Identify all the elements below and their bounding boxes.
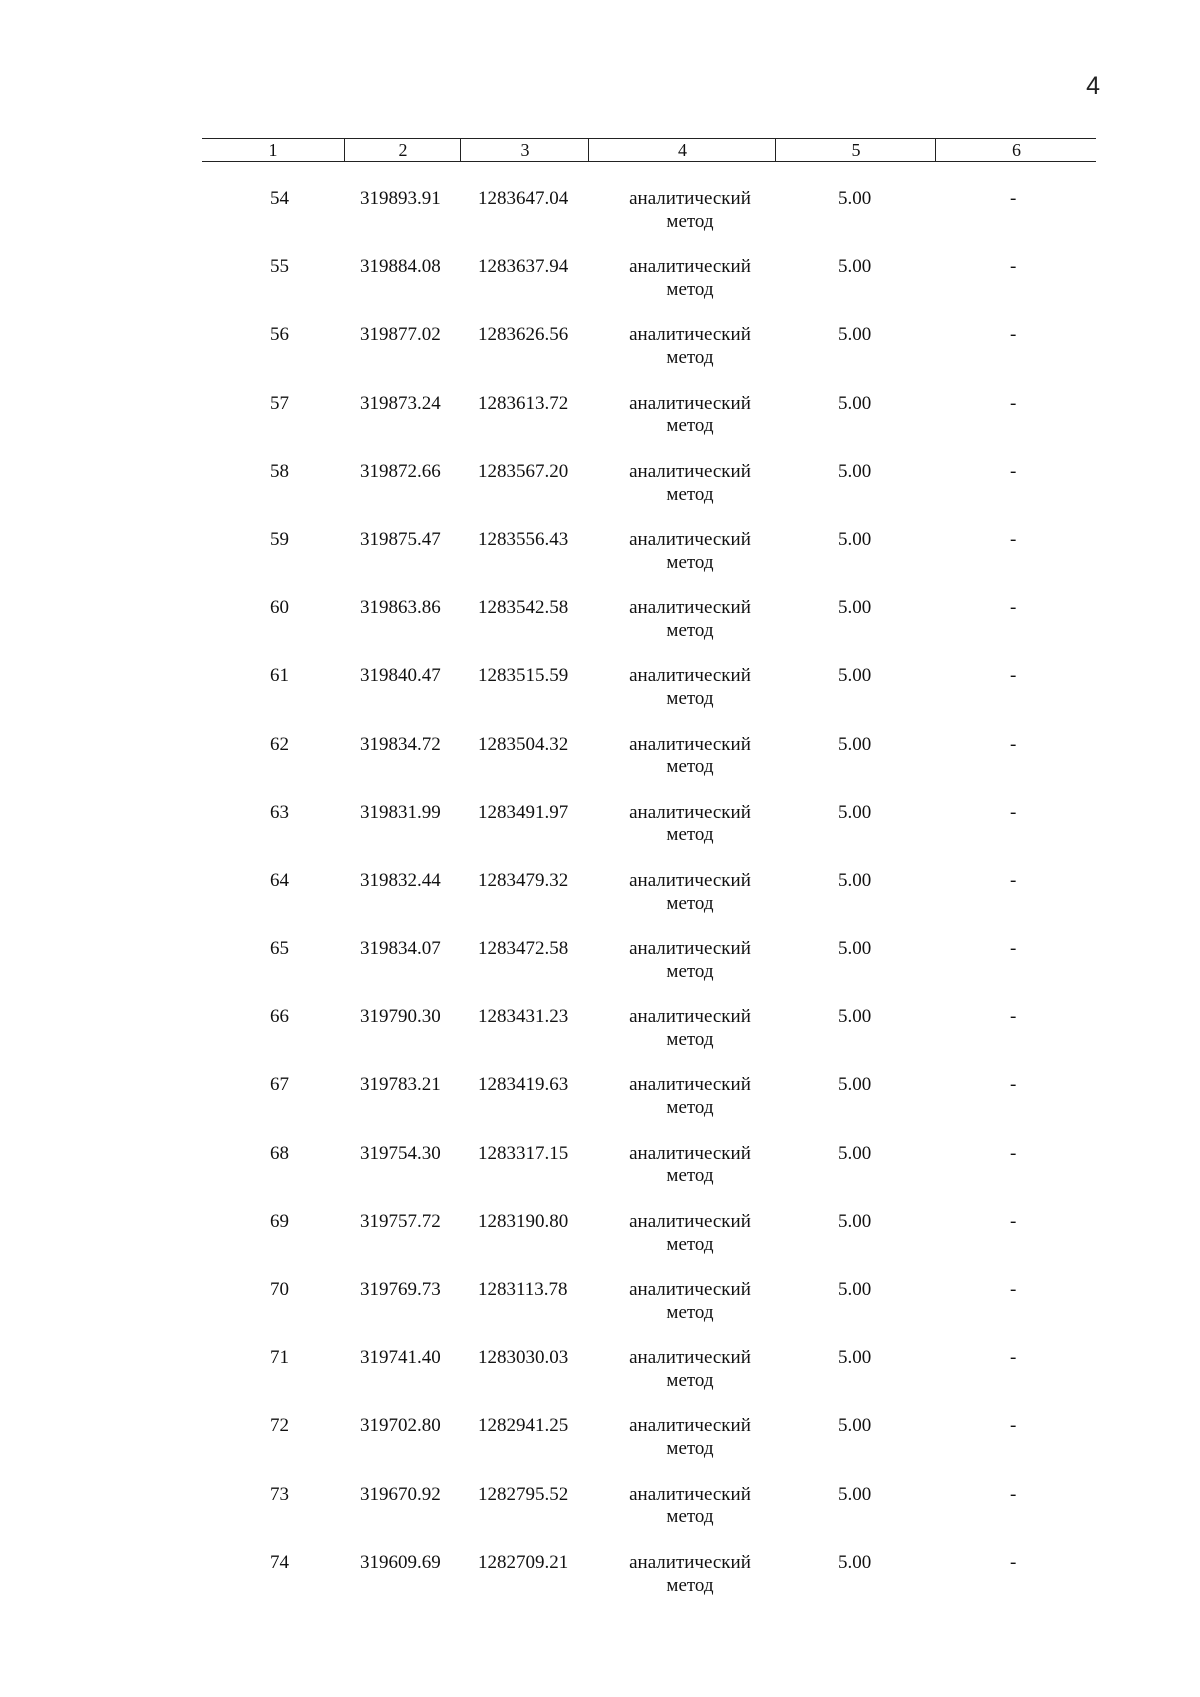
method-line-1: аналитический bbox=[629, 1279, 751, 1300]
method-cell bbox=[610, 1415, 770, 1461]
note-value: - bbox=[1010, 460, 1017, 482]
method-line-2: метод bbox=[666, 824, 714, 846]
coordinate-x: 319834.72 bbox=[360, 733, 441, 755]
point-number: 71 bbox=[270, 1347, 289, 1369]
point-number: 72 bbox=[270, 1415, 289, 1437]
method-cell bbox=[610, 802, 770, 848]
table-row bbox=[0, 1006, 1200, 1074]
table-row bbox=[0, 393, 1200, 461]
accuracy-value: 5.00 bbox=[838, 665, 872, 687]
coordinate-x: 319875.47 bbox=[360, 528, 441, 550]
method-line-1: аналитический bbox=[629, 1483, 751, 1505]
coordinate-x: 319790.30 bbox=[360, 1006, 441, 1028]
point-number: 63 bbox=[270, 801, 289, 823]
method-cell bbox=[610, 1484, 770, 1530]
note-value: - bbox=[1010, 801, 1017, 823]
coordinate-x: 319754.30 bbox=[360, 1142, 441, 1164]
coordinate-x: 319877.02 bbox=[360, 324, 441, 346]
table-row bbox=[0, 1074, 1200, 1142]
coordinate-y: 1283472.58 bbox=[478, 938, 569, 960]
column-header-2: 2 bbox=[344, 139, 461, 161]
accuracy-value: 5.00 bbox=[838, 869, 872, 891]
accuracy-value: 5.00 bbox=[838, 1483, 872, 1505]
coordinate-y: 1283567.20 bbox=[478, 460, 569, 482]
method-cell bbox=[610, 188, 770, 234]
point-number: 57 bbox=[270, 392, 289, 414]
note-value: - bbox=[1010, 665, 1017, 687]
table-row bbox=[0, 802, 1200, 870]
point-number: 56 bbox=[270, 324, 289, 346]
point-number: 59 bbox=[270, 528, 289, 550]
method-cell bbox=[610, 1552, 770, 1598]
coordinate-x: 319741.40 bbox=[360, 1347, 441, 1369]
table-row bbox=[0, 461, 1200, 529]
accuracy-value: 5.00 bbox=[838, 188, 872, 209]
method-line-2: метод bbox=[666, 347, 714, 369]
coordinate-y: 1283317.15 bbox=[478, 1142, 569, 1164]
coordinate-y: 1283431.23 bbox=[478, 1006, 569, 1028]
accuracy-value: 5.00 bbox=[838, 1347, 872, 1369]
coordinate-y: 1283647.04 bbox=[478, 188, 569, 209]
table-row bbox=[0, 665, 1200, 733]
coordinate-x: 319609.69 bbox=[360, 1551, 441, 1573]
table-row bbox=[0, 1211, 1200, 1279]
point-number: 67 bbox=[270, 1074, 289, 1096]
coordinate-x: 319863.86 bbox=[360, 597, 441, 619]
accuracy-value: 5.00 bbox=[838, 733, 872, 755]
coordinate-x: 319893.91 bbox=[360, 188, 441, 209]
column-header-6: 6 bbox=[935, 139, 1097, 161]
table-row bbox=[0, 597, 1200, 665]
point-number: 65 bbox=[270, 938, 289, 960]
method-cell bbox=[610, 597, 770, 643]
coordinate-x: 319670.92 bbox=[360, 1483, 441, 1505]
accuracy-value: 5.00 bbox=[838, 597, 872, 619]
method-line-1: аналитический bbox=[629, 460, 751, 482]
accuracy-value: 5.00 bbox=[838, 324, 872, 346]
method-line-2: метод bbox=[666, 483, 714, 505]
table-row bbox=[0, 324, 1200, 392]
accuracy-value: 5.00 bbox=[838, 392, 872, 414]
table-row bbox=[0, 1347, 1200, 1415]
coordinate-x: 319769.73 bbox=[360, 1279, 441, 1300]
method-line-1: аналитический bbox=[629, 1347, 751, 1369]
method-line-1: аналитический bbox=[629, 256, 751, 278]
method-cell bbox=[610, 1006, 770, 1052]
method-line-2: метод bbox=[666, 1438, 714, 1460]
coordinate-y: 1283515.59 bbox=[478, 665, 569, 687]
table-row bbox=[0, 256, 1200, 324]
coordinates-table-body bbox=[0, 188, 1200, 1620]
point-number: 66 bbox=[270, 1006, 289, 1028]
page-number: 4 bbox=[1086, 72, 1100, 100]
method-cell bbox=[610, 734, 770, 780]
point-number: 73 bbox=[270, 1483, 289, 1505]
note-value: - bbox=[1010, 324, 1017, 346]
point-number: 54 bbox=[270, 188, 289, 209]
method-cell bbox=[610, 870, 770, 916]
coordinate-y: 1283113.78 bbox=[478, 1279, 568, 1300]
method-line-1: аналитический bbox=[629, 1415, 751, 1437]
method-line-2: метод bbox=[666, 960, 714, 982]
method-cell bbox=[610, 1074, 770, 1120]
method-cell bbox=[610, 1211, 770, 1257]
note-value: - bbox=[1010, 1415, 1017, 1437]
coordinate-x: 319783.21 bbox=[360, 1074, 441, 1096]
column-header-3: 3 bbox=[460, 139, 589, 161]
coordinate-y: 1283491.97 bbox=[478, 801, 569, 823]
method-line-1: аналитический bbox=[629, 869, 751, 891]
coordinate-y: 1282795.52 bbox=[478, 1483, 569, 1505]
table-row bbox=[0, 870, 1200, 938]
coordinate-y: 1283626.56 bbox=[478, 324, 569, 346]
accuracy-value: 5.00 bbox=[838, 1074, 872, 1096]
method-line-2: метод bbox=[666, 210, 714, 232]
note-value: - bbox=[1010, 1347, 1017, 1369]
method-line-2: метод bbox=[666, 1574, 714, 1596]
note-value: - bbox=[1010, 188, 1017, 209]
method-line-2: метод bbox=[666, 1165, 714, 1187]
point-number: 58 bbox=[270, 460, 289, 482]
method-cell bbox=[610, 461, 770, 507]
method-line-2: метод bbox=[666, 1029, 714, 1051]
method-line-1: аналитический bbox=[629, 1074, 751, 1096]
note-value: - bbox=[1010, 1551, 1017, 1573]
accuracy-value: 5.00 bbox=[838, 1142, 872, 1164]
table-header bbox=[202, 138, 1096, 162]
method-line-2: метод bbox=[666, 892, 714, 914]
method-line-1: аналитический bbox=[629, 392, 751, 414]
table-row bbox=[0, 938, 1200, 1006]
method-cell bbox=[610, 1143, 770, 1189]
method-line-2: метод bbox=[666, 756, 714, 778]
coordinate-y: 1283556.43 bbox=[478, 528, 569, 550]
method-cell bbox=[610, 1347, 770, 1393]
note-value: - bbox=[1010, 938, 1017, 960]
note-value: - bbox=[1010, 1074, 1017, 1096]
method-line-1: аналитический bbox=[629, 1551, 751, 1573]
point-number: 62 bbox=[270, 733, 289, 755]
table-row bbox=[0, 1415, 1200, 1483]
point-number: 64 bbox=[270, 869, 289, 891]
method-line-1: аналитический bbox=[629, 324, 751, 346]
method-line-1: аналитический bbox=[629, 801, 751, 823]
method-line-2: метод bbox=[666, 278, 714, 300]
table-row bbox=[0, 188, 1200, 256]
method-line-1: аналитический bbox=[629, 938, 751, 960]
method-line-1: аналитический bbox=[629, 528, 751, 550]
coordinate-x: 319873.24 bbox=[360, 392, 441, 414]
method-line-1: аналитический bbox=[629, 1142, 751, 1164]
point-number: 61 bbox=[270, 665, 289, 687]
coordinate-y: 1283637.94 bbox=[478, 256, 569, 278]
note-value: - bbox=[1010, 1006, 1017, 1028]
accuracy-value: 5.00 bbox=[838, 528, 872, 550]
method-line-2: метод bbox=[666, 1369, 714, 1391]
table-row bbox=[0, 1552, 1200, 1620]
coordinate-y: 1283613.72 bbox=[478, 392, 569, 414]
coordinate-x: 319757.72 bbox=[360, 1210, 441, 1232]
table-row bbox=[0, 1484, 1200, 1552]
method-line-1: аналитический bbox=[629, 597, 751, 619]
column-header-1: 1 bbox=[268, 140, 278, 160]
method-line-2: метод bbox=[666, 1097, 714, 1119]
method-line-1: аналитический bbox=[629, 665, 751, 687]
note-value: - bbox=[1010, 597, 1017, 619]
method-line-2: метод bbox=[666, 688, 714, 710]
method-line-1: аналитический bbox=[629, 188, 751, 209]
coordinate-x: 319702.80 bbox=[360, 1415, 441, 1437]
note-value: - bbox=[1010, 869, 1017, 891]
table-row bbox=[0, 1279, 1200, 1347]
accuracy-value: 5.00 bbox=[838, 1551, 872, 1573]
coordinate-x: 319884.08 bbox=[360, 256, 441, 278]
method-cell bbox=[610, 324, 770, 370]
accuracy-value: 5.00 bbox=[838, 801, 872, 823]
point-number: 55 bbox=[270, 256, 289, 278]
coordinate-x: 319872.66 bbox=[360, 460, 441, 482]
note-value: - bbox=[1010, 392, 1017, 414]
method-cell bbox=[610, 529, 770, 575]
coordinate-y: 1283419.63 bbox=[478, 1074, 569, 1096]
column-header-5: 5 bbox=[775, 139, 936, 161]
method-line-1: аналитический bbox=[629, 1210, 751, 1232]
method-line-2: метод bbox=[666, 1506, 714, 1528]
method-line-1: аналитический bbox=[629, 733, 751, 755]
point-number: 69 bbox=[270, 1210, 289, 1232]
method-line-2: метод bbox=[666, 1233, 714, 1255]
method-line-2: метод bbox=[666, 1301, 714, 1323]
point-number: 74 bbox=[270, 1551, 289, 1573]
method-cell bbox=[610, 1279, 770, 1325]
accuracy-value: 5.00 bbox=[838, 460, 872, 482]
note-value: - bbox=[1010, 1142, 1017, 1164]
coordinate-y: 1283190.80 bbox=[478, 1210, 569, 1232]
method-line-1: аналитический bbox=[629, 1006, 751, 1028]
accuracy-value: 5.00 bbox=[838, 1210, 872, 1232]
coordinate-x: 319831.99 bbox=[360, 801, 441, 823]
coordinate-y: 1283030.03 bbox=[478, 1347, 569, 1369]
accuracy-value: 5.00 bbox=[838, 1279, 872, 1300]
coordinate-y: 1282709.21 bbox=[478, 1551, 569, 1573]
method-line-2: метод bbox=[666, 415, 714, 437]
note-value: - bbox=[1010, 1483, 1017, 1505]
method-line-2: метод bbox=[666, 551, 714, 573]
table-row bbox=[0, 1143, 1200, 1211]
table-row bbox=[0, 529, 1200, 597]
coordinate-y: 1283479.32 bbox=[478, 869, 569, 891]
column-header-4: 4 bbox=[588, 139, 776, 161]
accuracy-value: 5.00 bbox=[838, 256, 872, 278]
method-line-2: метод bbox=[666, 619, 714, 641]
note-value: - bbox=[1010, 528, 1017, 550]
coordinate-y: 1282941.25 bbox=[478, 1415, 569, 1437]
method-cell bbox=[610, 938, 770, 984]
note-value: - bbox=[1010, 256, 1017, 278]
coordinate-y: 1283542.58 bbox=[478, 597, 569, 619]
coordinate-y: 1283504.32 bbox=[478, 733, 569, 755]
coordinate-x: 319840.47 bbox=[360, 665, 441, 687]
coordinate-x: 319832.44 bbox=[360, 869, 441, 891]
table-row bbox=[0, 734, 1200, 802]
point-number: 68 bbox=[270, 1142, 289, 1164]
point-number: 60 bbox=[270, 597, 289, 619]
method-cell bbox=[610, 665, 770, 711]
accuracy-value: 5.00 bbox=[838, 1415, 872, 1437]
point-number: 70 bbox=[270, 1279, 289, 1300]
method-cell bbox=[610, 393, 770, 439]
coordinate-x: 319834.07 bbox=[360, 938, 441, 960]
note-value: - bbox=[1010, 1210, 1017, 1232]
accuracy-value: 5.00 bbox=[838, 1006, 872, 1028]
method-cell bbox=[610, 256, 770, 302]
note-value: - bbox=[1010, 733, 1017, 755]
accuracy-value: 5.00 bbox=[838, 938, 872, 960]
note-value: - bbox=[1010, 1279, 1017, 1300]
